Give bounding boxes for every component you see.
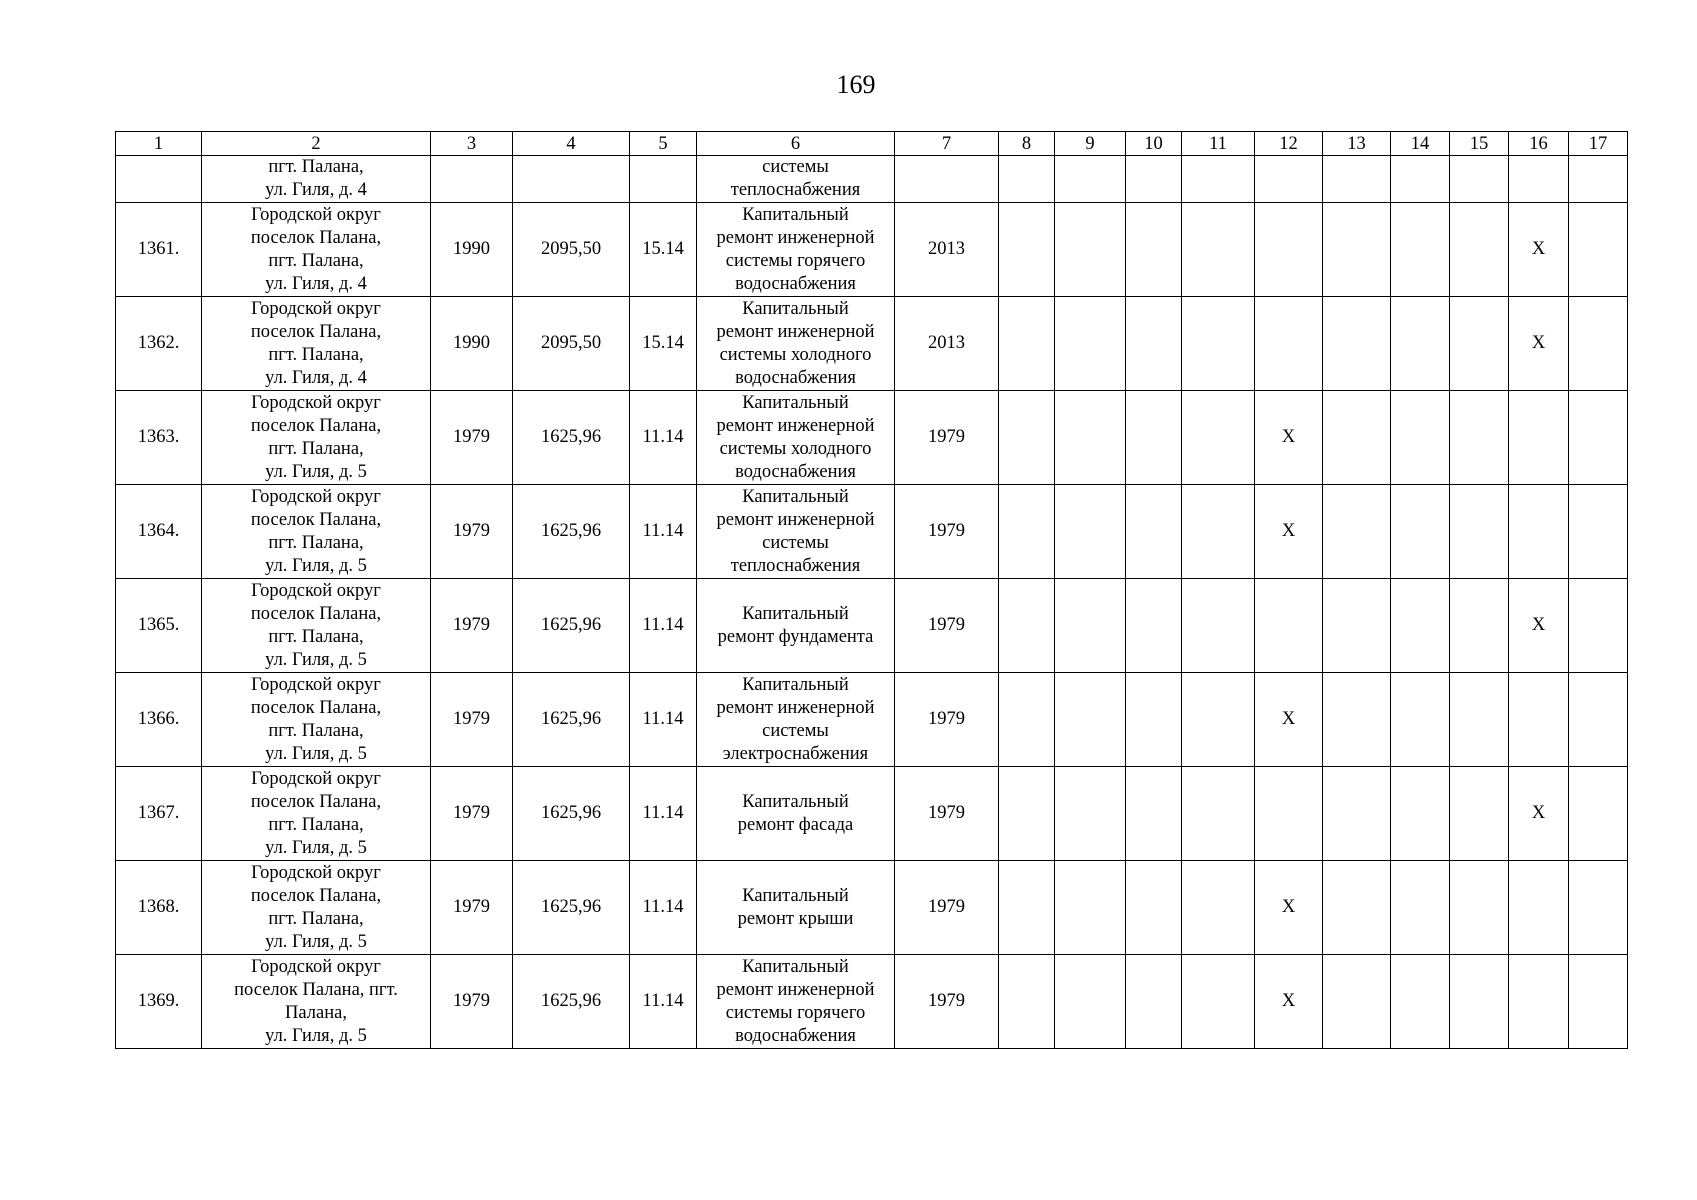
cell-code: 15.14	[630, 297, 697, 391]
cell-col-16	[1509, 485, 1569, 579]
cell-col-15	[1450, 391, 1509, 485]
cell-col-16	[1509, 156, 1569, 203]
cell-col-15	[1450, 156, 1509, 203]
cell-mark: X	[1509, 767, 1569, 861]
cell-area: 1625,96	[513, 673, 630, 767]
table-row	[116, 391, 1628, 485]
cell-col-8	[999, 485, 1055, 579]
cell-col-15	[1450, 297, 1509, 391]
continuation-row	[116, 156, 1628, 203]
cell-work: системы теплоснабжения	[697, 156, 895, 203]
cell-col-15	[1450, 203, 1509, 297]
cell-col-9	[1055, 861, 1126, 955]
cell-col-15	[1450, 579, 1509, 673]
cell-col-9	[1055, 156, 1126, 203]
cell-area	[513, 156, 630, 203]
table-row	[116, 203, 1628, 297]
cell-code: 11.14	[630, 485, 697, 579]
cell-col-13	[1323, 156, 1391, 203]
cell-col-10	[1126, 156, 1182, 203]
cell-col-15	[1450, 673, 1509, 767]
cell-col-9	[1055, 485, 1126, 579]
cell-col-14	[1391, 485, 1450, 579]
column-header-5: 5	[630, 132, 697, 156]
cell-col-10	[1126, 767, 1182, 861]
column-header-3: 3	[431, 132, 513, 156]
column-header-6: 6	[697, 132, 895, 156]
cell-col-8	[999, 579, 1055, 673]
cell-no: 1364.	[116, 485, 202, 579]
cell-col-14	[1391, 955, 1450, 1049]
cell-col-11	[1182, 485, 1255, 579]
cell-col-8	[999, 955, 1055, 1049]
cell-year	[431, 156, 513, 203]
cell-year: 1990	[431, 203, 513, 297]
cell-code: 15.14	[630, 203, 697, 297]
cell-mark: X	[1255, 485, 1323, 579]
cell-address: Городской округ поселок Палана, пгт. Палана, ул. Гиля, д. 5	[202, 485, 431, 579]
table-row	[116, 579, 1628, 673]
cell-work-year: 2013	[895, 203, 999, 297]
cell-col-8	[999, 297, 1055, 391]
cell-code: 11.14	[630, 673, 697, 767]
cell-col-17	[1569, 156, 1628, 203]
cell-no: 1367.	[116, 767, 202, 861]
cell-col-17	[1569, 391, 1628, 485]
cell-col-8	[999, 861, 1055, 955]
cell-code: 11.14	[630, 391, 697, 485]
cell-no: 1361.	[116, 203, 202, 297]
cell-year: 1979	[431, 673, 513, 767]
table-row	[116, 485, 1628, 579]
cell-no: 1366.	[116, 673, 202, 767]
column-header-15: 15	[1450, 132, 1509, 156]
cell-address: пгт. Палана, ул. Гиля, д. 4	[202, 156, 431, 203]
column-header-17: 17	[1569, 132, 1628, 156]
cell-col-15	[1450, 767, 1509, 861]
cell-col-17	[1569, 579, 1628, 673]
cell-col-10	[1126, 955, 1182, 1049]
cell-col-10	[1126, 203, 1182, 297]
cell-area: 1625,96	[513, 767, 630, 861]
cell-col-8	[999, 767, 1055, 861]
cell-col-17	[1569, 767, 1628, 861]
cell-mark: X	[1509, 203, 1569, 297]
cell-col-16	[1509, 673, 1569, 767]
column-header-13: 13	[1323, 132, 1391, 156]
cell-col-13	[1323, 673, 1391, 767]
column-header-2: 2	[202, 132, 431, 156]
cell-col-13	[1323, 861, 1391, 955]
cell-no: 1363.	[116, 391, 202, 485]
cell-work: Капитальный ремонт инженерной системы холодного водоснабжения	[697, 297, 895, 391]
cell-col-9	[1055, 203, 1126, 297]
cell-col-14	[1391, 203, 1450, 297]
cell-code: 11.14	[630, 767, 697, 861]
cell-col-12	[1255, 579, 1323, 673]
cell-year: 1979	[431, 861, 513, 955]
cell-mark: X	[1255, 391, 1323, 485]
cell-col-14	[1391, 297, 1450, 391]
cell-col-9	[1055, 673, 1126, 767]
cell-address: Городской округ поселок Палана, пгт. Палана, ул. Гиля, д. 5	[202, 391, 431, 485]
cell-area: 2095,50	[513, 203, 630, 297]
cell-mark: X	[1509, 297, 1569, 391]
cell-work: Капитальный ремонт фасада	[697, 767, 895, 861]
cell-col-10	[1126, 485, 1182, 579]
cell-col-12	[1255, 767, 1323, 861]
cell-col-13	[1323, 297, 1391, 391]
cell-col-11	[1182, 673, 1255, 767]
cell-col-17	[1569, 955, 1628, 1049]
cell-col-11	[1182, 391, 1255, 485]
cell-col-11	[1182, 297, 1255, 391]
cell-col-14	[1391, 767, 1450, 861]
cell-work-year	[895, 156, 999, 203]
cell-area: 1625,96	[513, 485, 630, 579]
cell-no: 1365.	[116, 579, 202, 673]
cell-col-12	[1255, 156, 1323, 203]
cell-col-17	[1569, 861, 1628, 955]
cell-address: Городской округ поселок Палана, пгт. Палана, ул. Гиля, д. 5	[202, 579, 431, 673]
column-header-9: 9	[1055, 132, 1126, 156]
cell-area: 1625,96	[513, 391, 630, 485]
table-row	[116, 861, 1628, 955]
cell-col-10	[1126, 391, 1182, 485]
cell-mark: X	[1255, 955, 1323, 1049]
cell-code: 11.14	[630, 955, 697, 1049]
cell-col-10	[1126, 673, 1182, 767]
cell-col-17	[1569, 297, 1628, 391]
cell-address: Городской округ поселок Палана, пгт. Палана, ул. Гиля, д. 4	[202, 203, 431, 297]
cell-year: 1979	[431, 955, 513, 1049]
column-header-8: 8	[999, 132, 1055, 156]
cell-work-year: 2013	[895, 297, 999, 391]
cell-area: 2095,50	[513, 297, 630, 391]
cell-col-17	[1569, 203, 1628, 297]
cell-col-8	[999, 156, 1055, 203]
cell-address: Городской округ поселок Палана, пгт. Палана, ул. Гиля, д. 5	[202, 955, 431, 1049]
cell-col-15	[1450, 861, 1509, 955]
table-row	[116, 767, 1628, 861]
capital-repair-table	[115, 131, 1628, 1049]
cell-col-16	[1509, 861, 1569, 955]
cell-col-11	[1182, 861, 1255, 955]
cell-col-17	[1569, 673, 1628, 767]
cell-year: 1979	[431, 391, 513, 485]
cell-work: Капитальный ремонт инженерной системы горячего водоснабжения	[697, 203, 895, 297]
cell-work-year: 1979	[895, 767, 999, 861]
cell-col-14	[1391, 673, 1450, 767]
column-header-12: 12	[1255, 132, 1323, 156]
cell-mark: X	[1255, 673, 1323, 767]
cell-year: 1979	[431, 485, 513, 579]
cell-work: Капитальный ремонт инженерной системы электроснабжения	[697, 673, 895, 767]
column-header-10: 10	[1126, 132, 1182, 156]
cell-no: 1369.	[116, 955, 202, 1049]
cell-col-13	[1323, 203, 1391, 297]
cell-year: 1979	[431, 767, 513, 861]
cell-col-9	[1055, 955, 1126, 1049]
cell-year: 1979	[431, 579, 513, 673]
column-header-4: 4	[513, 132, 630, 156]
cell-year: 1990	[431, 297, 513, 391]
cell-no: 1368.	[116, 861, 202, 955]
cell-area: 1625,96	[513, 861, 630, 955]
cell-work-year: 1979	[895, 391, 999, 485]
cell-col-8	[999, 203, 1055, 297]
cell-col-13	[1323, 955, 1391, 1049]
cell-col-14	[1391, 861, 1450, 955]
cell-col-11	[1182, 955, 1255, 1049]
cell-mark: X	[1255, 861, 1323, 955]
cell-work: Капитальный ремонт крыши	[697, 861, 895, 955]
cell-col-9	[1055, 391, 1126, 485]
column-header-7: 7	[895, 132, 999, 156]
cell-work-year: 1979	[895, 579, 999, 673]
cell-col-17	[1569, 485, 1628, 579]
cell-address: Городской округ поселок Палана, пгт. Палана, ул. Гиля, д. 5	[202, 673, 431, 767]
cell-work: Капитальный ремонт инженерной системы горячего водоснабжения	[697, 955, 895, 1049]
table-row	[116, 297, 1628, 391]
column-header-1: 1	[116, 132, 202, 156]
cell-work-year: 1979	[895, 861, 999, 955]
cell-col-8	[999, 391, 1055, 485]
cell-col-10	[1126, 579, 1182, 673]
cell-col-11	[1182, 579, 1255, 673]
cell-code	[630, 156, 697, 203]
cell-col-9	[1055, 767, 1126, 861]
cell-col-14	[1391, 579, 1450, 673]
cell-col-10	[1126, 861, 1182, 955]
column-header-11: 11	[1182, 132, 1255, 156]
cell-col-13	[1323, 767, 1391, 861]
cell-col-11	[1182, 203, 1255, 297]
cell-col-16	[1509, 955, 1569, 1049]
cell-work-year: 1979	[895, 673, 999, 767]
cell-col-14	[1391, 391, 1450, 485]
cell-area: 1625,96	[513, 579, 630, 673]
cell-col-13	[1323, 485, 1391, 579]
cell-col-12	[1255, 297, 1323, 391]
column-number-row	[116, 132, 1628, 156]
cell-col-15	[1450, 955, 1509, 1049]
cell-col-11	[1182, 767, 1255, 861]
cell-work: Капитальный ремонт инженерной системы теплоснабжения	[697, 485, 895, 579]
cell-no	[116, 156, 202, 203]
cell-area: 1625,96	[513, 955, 630, 1049]
page-number: 169	[836, 70, 876, 99]
cell-col-11	[1182, 156, 1255, 203]
column-header-16: 16	[1509, 132, 1569, 156]
cell-col-9	[1055, 297, 1126, 391]
cell-col-16	[1509, 391, 1569, 485]
cell-address: Городской округ поселок Палана, пгт. Палана, ул. Гиля, д. 4	[202, 297, 431, 391]
cell-no: 1362.	[116, 297, 202, 391]
cell-work: Капитальный ремонт инженерной системы холодного водоснабжения	[697, 391, 895, 485]
cell-address: Городской округ поселок Палана, пгт. Палана, ул. Гиля, д. 5	[202, 767, 431, 861]
cell-col-9	[1055, 579, 1126, 673]
column-header-14: 14	[1391, 132, 1450, 156]
cell-col-15	[1450, 485, 1509, 579]
cell-col-10	[1126, 297, 1182, 391]
table-row	[116, 673, 1628, 767]
cell-work-year: 1979	[895, 955, 999, 1049]
table-row	[116, 955, 1628, 1049]
cell-work-year: 1979	[895, 485, 999, 579]
cell-col-14	[1391, 156, 1450, 203]
cell-address: Городской округ поселок Палана, пгт. Палана, ул. Гиля, д. 5	[202, 861, 431, 955]
cell-code: 11.14	[630, 861, 697, 955]
cell-mark: X	[1509, 579, 1569, 673]
cell-col-8	[999, 673, 1055, 767]
cell-col-13	[1323, 391, 1391, 485]
cell-col-12	[1255, 203, 1323, 297]
cell-work: Капитальный ремонт фундамента	[697, 579, 895, 673]
cell-code: 11.14	[630, 579, 697, 673]
cell-col-13	[1323, 579, 1391, 673]
